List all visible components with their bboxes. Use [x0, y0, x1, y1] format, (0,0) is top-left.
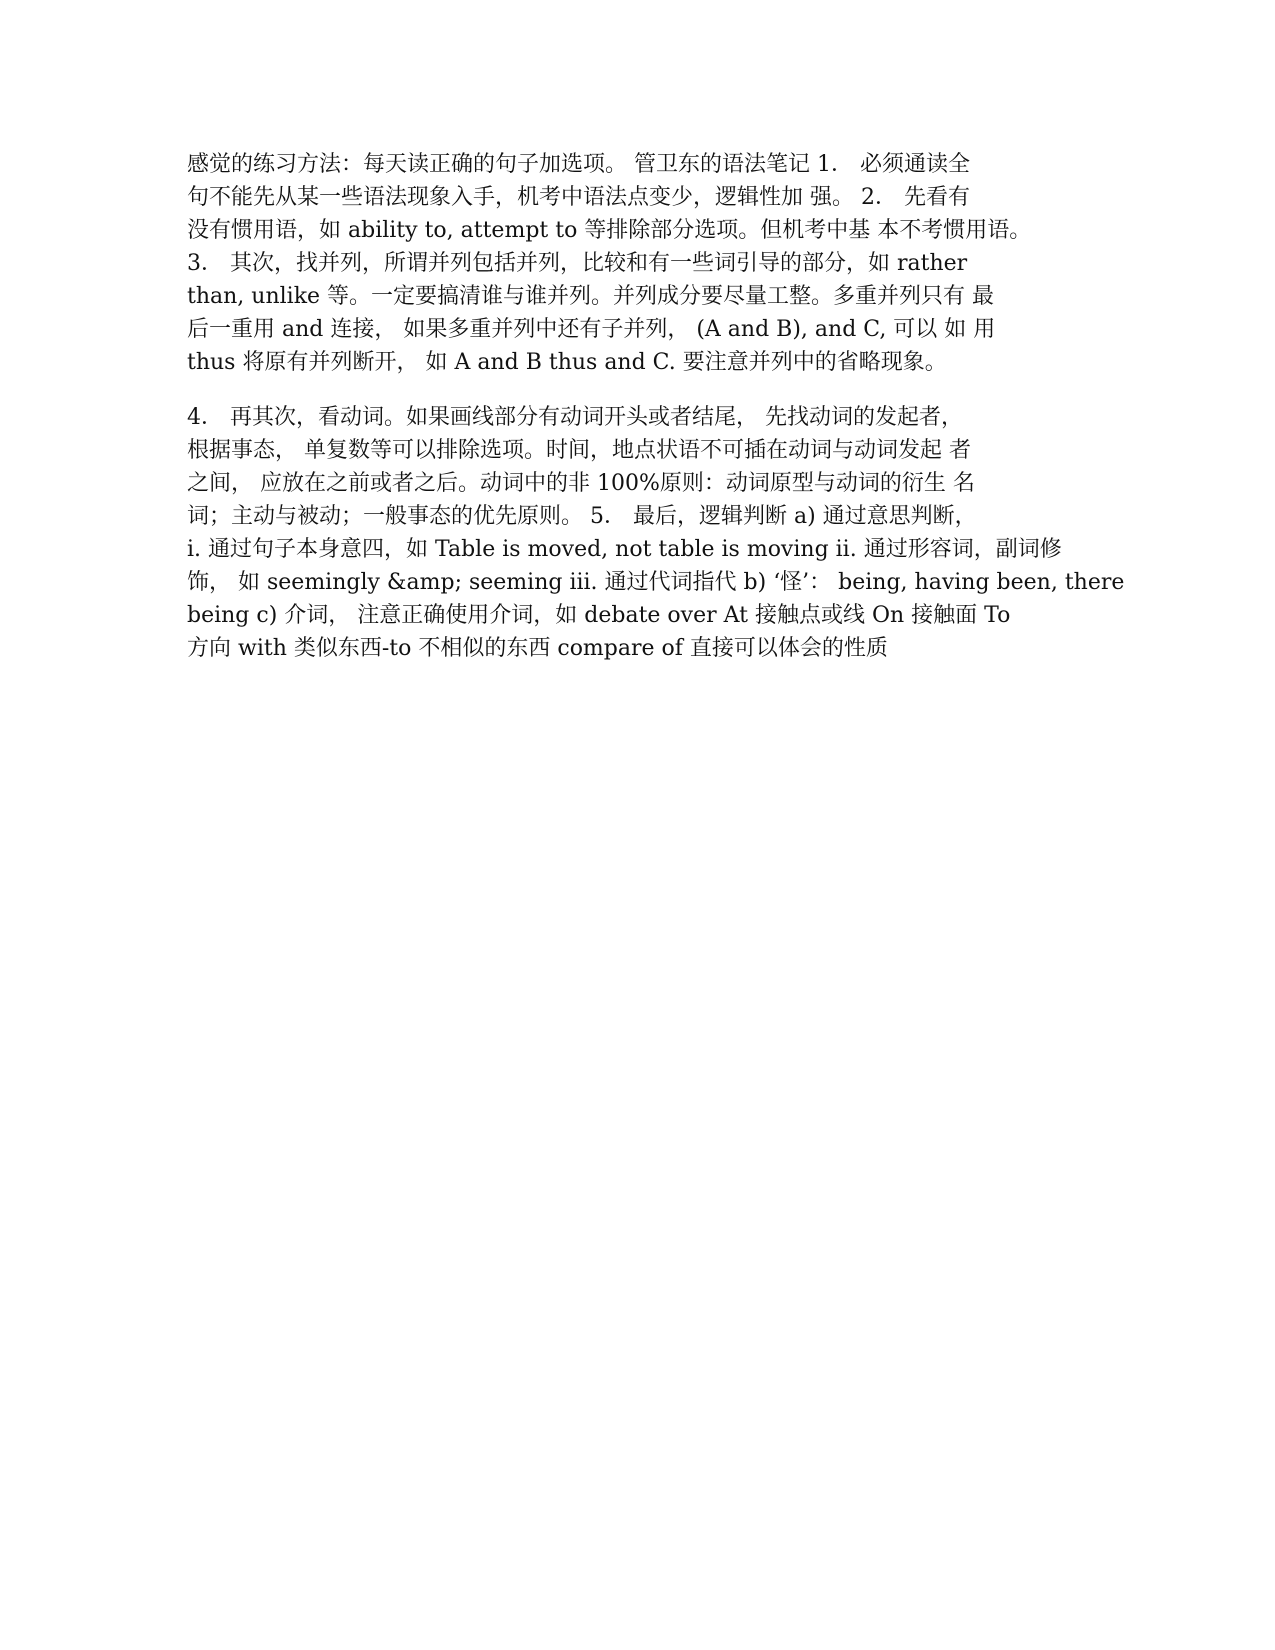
text-line: 之间， 应放在之前或者之后。动词中的非 100%原则：动词原型与动词的衍生 名	[187, 471, 975, 496]
text-line: 句不能先从某一些语法现象入手，机考中语法点变少，逻辑性加 强。 2． 先看有	[187, 185, 970, 210]
text-line: 感觉的练习方法：每天读正确的句子加选项。 管卫东的语法笔记 1． 必须通读全	[187, 152, 970, 177]
text-line: 3． 其次，找并列，所谓并列包括并列，比较和有一些词引导的部分，如 rather	[187, 251, 968, 276]
text-line: 后一重用 and 连接， 如果多重并列中还有子并列， (A and B), and C, 可以 如 用	[187, 317, 996, 342]
text-line: 饰， 如 seemingly &amp; seeming iii. 通过代词指代 b) ‘怪’： being, having been, there	[187, 570, 1125, 595]
paragraph-grammar-notes-2	[187, 401, 1127, 665]
text-line: 词；主动与被动；一般事态的优先原则。 5． 最后，逻辑判断 a) 通过意思判断，	[187, 504, 977, 529]
text-line: i. 通过句子本身意四，如 Table is moved, not table is moving ii. 通过形容词，副词修	[187, 537, 1062, 562]
text-line: than, unlike 等。一定要搞清谁与谁并列。并列成分要尽量工整。多重并列只有 最	[187, 284, 995, 309]
paragraph-grammar-notes-1	[187, 148, 1127, 379]
text-line: 没有惯用语，如 ability to, attempt to 等排除部分选项。但机考中基 本不考惯用语。	[187, 218, 1032, 243]
text-line: thus 将原有并列断开， 如 A and B thus and C. 要注意并列中的省略现象。	[187, 350, 947, 375]
text-line: 4． 再其次，看动词。如果画线部分有动词开头或者结尾， 先找动词的发起者，	[187, 405, 963, 430]
text-line: 方向 with 类似东西-to 不相似的东西 compare of 直接可以体会的性质	[187, 636, 888, 661]
text-line: 根据事态， 单复数等可以排除选项。时间，地点状语不可插在动词与动词发起 者	[187, 438, 971, 463]
text-line: being c) 介词， 注意正确使用介词，如 debate over At 接触点或线 On 接触面 To	[187, 603, 1011, 628]
